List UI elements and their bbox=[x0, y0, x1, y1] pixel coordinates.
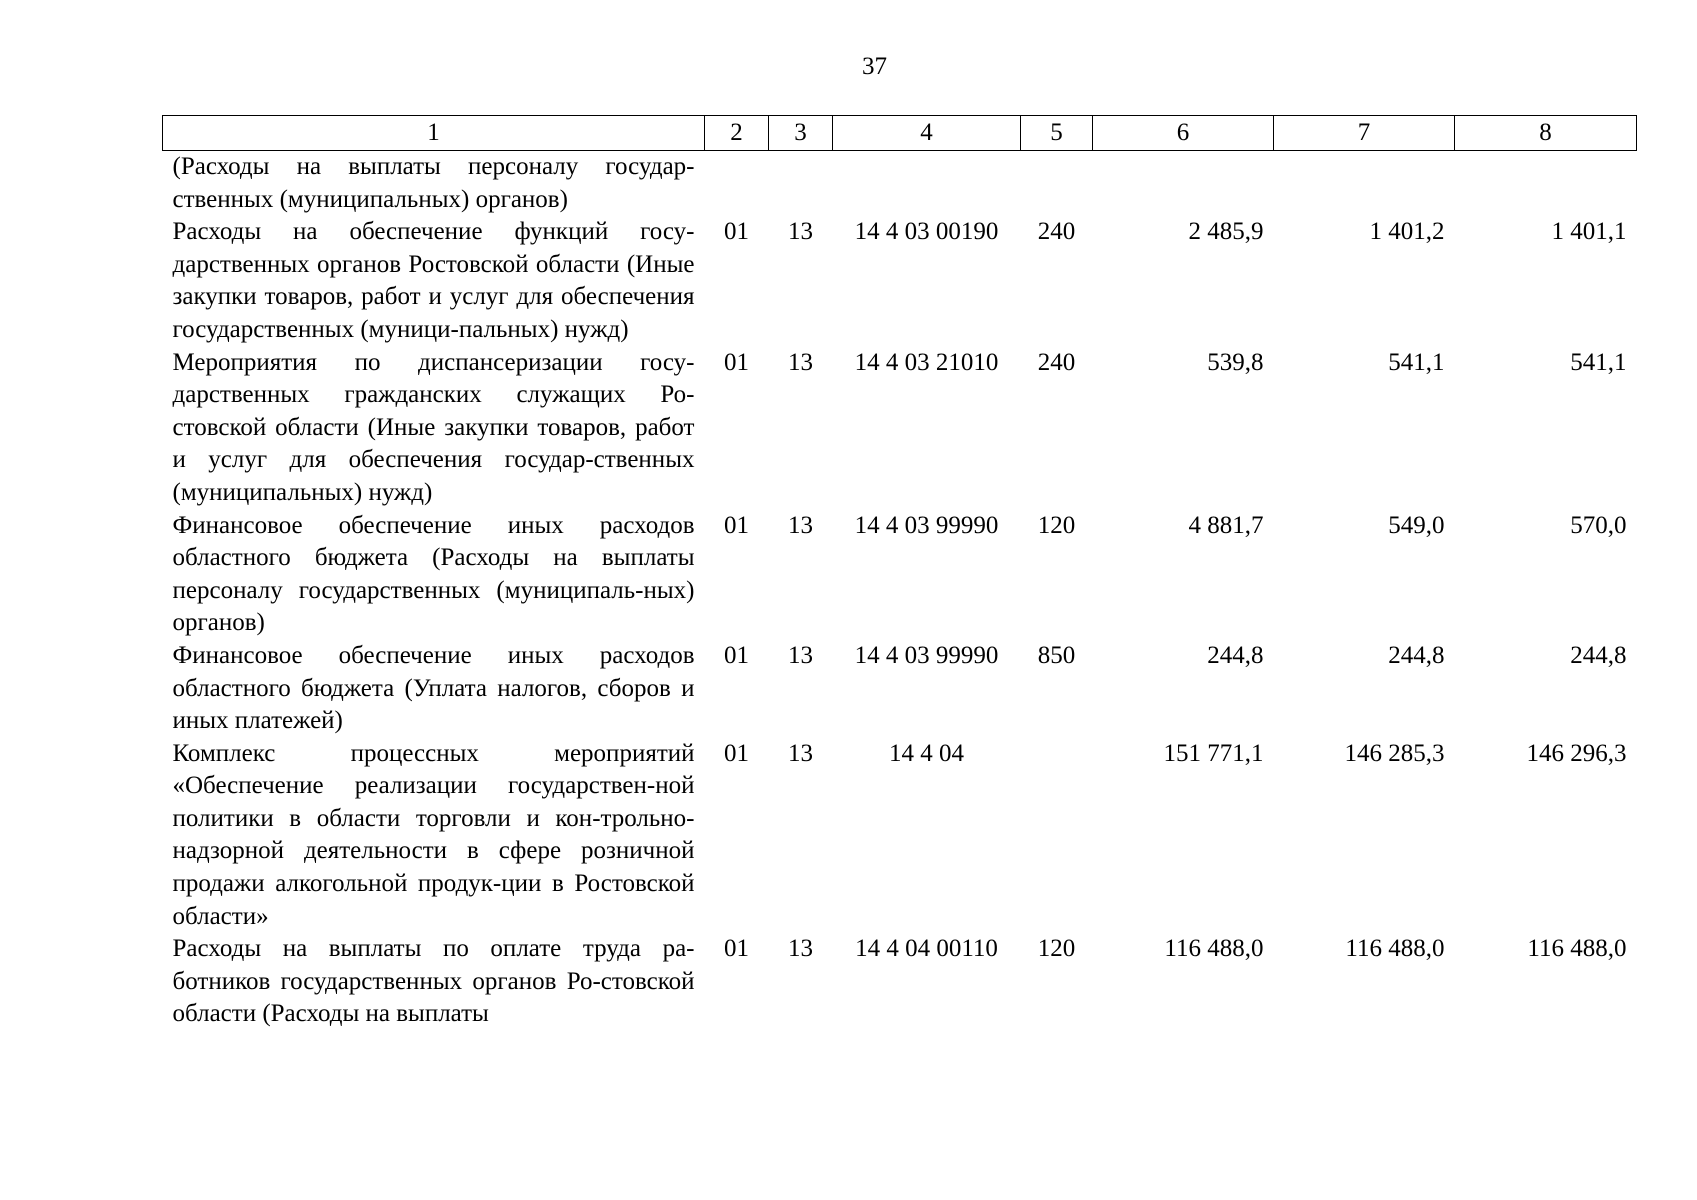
row-section: 01 bbox=[724, 739, 749, 767]
row-target-article: 14 4 03 99990 bbox=[854, 511, 999, 539]
row-expense-type bbox=[1021, 151, 1093, 217]
row-value-8 bbox=[1455, 151, 1637, 217]
row-subsection: 13 bbox=[788, 739, 813, 767]
row-value-8: 541,1 bbox=[1570, 348, 1627, 376]
row-value-7: 146 285,3 bbox=[1344, 739, 1445, 767]
row-value-8: 116 488,0 bbox=[1527, 935, 1627, 963]
row-value-8: 146 296,3 bbox=[1526, 739, 1627, 767]
row-name: (Расходы на выплаты персоналу государ-ственных (муниципальных) органов) bbox=[172, 153, 695, 213]
row-value-8: 570,0 bbox=[1570, 511, 1627, 539]
row-value-6: 539,8 bbox=[1207, 348, 1264, 376]
header-cell-7: 7 bbox=[1274, 116, 1455, 151]
row-value-6: 4 881,7 bbox=[1188, 511, 1264, 539]
row-subsection: 13 bbox=[788, 218, 813, 246]
row-section: 01 bbox=[724, 935, 749, 963]
row-name: Расходы на выплаты по оплате труда ра-ботников государственных органов Ро-стовской области (Расходы на выплаты bbox=[172, 935, 695, 1028]
row-name: Финансовое обеспечение иных расходов областного бюджета (Расходы на выплаты персоналу государственных (муниципаль-ных) органов) bbox=[172, 511, 695, 637]
row-expense-type bbox=[1021, 738, 1093, 934]
header-cell-5: 5 bbox=[1021, 116, 1093, 151]
row-target-article: 14 4 04 00110 bbox=[855, 935, 998, 963]
table-header bbox=[163, 116, 1637, 151]
table-row bbox=[163, 347, 1637, 510]
row-target-article: 14 4 04 bbox=[889, 739, 964, 767]
row-target-article: 14 4 03 00190 bbox=[854, 218, 999, 246]
row-value-7: 116 488,0 bbox=[1345, 935, 1445, 963]
table-row bbox=[163, 640, 1637, 738]
row-name: Мероприятия по диспансеризации госу-дарственных гражданских служащих Ро-стовской области (Иные закупки товаров, работ и услуг для обеспечения государ-ственных (муниципальных) нужд) bbox=[172, 348, 695, 506]
row-subsection: 13 bbox=[788, 511, 813, 539]
header-cell-3: 3 bbox=[769, 116, 833, 151]
row-value-8: 1 401,1 bbox=[1551, 218, 1627, 246]
row-section bbox=[705, 151, 769, 217]
row-section: 01 bbox=[724, 218, 749, 246]
row-target-article: 14 4 03 99990 bbox=[854, 641, 999, 669]
row-subsection: 13 bbox=[788, 641, 813, 669]
header-cell-2: 2 bbox=[705, 116, 769, 151]
row-section: 01 bbox=[724, 511, 749, 539]
budget-table bbox=[162, 115, 1637, 1031]
row-subsection: 13 bbox=[788, 348, 813, 376]
row-value-7: 244,8 bbox=[1388, 641, 1445, 669]
row-subsection bbox=[769, 151, 833, 217]
row-section: 01 bbox=[724, 641, 749, 669]
row-name: Расходы на обеспечение функций госу-дарственных органов Ростовской области (Иные закупки товаров, работ и услуг для обеспечения государственных (муници-пальных) нужд) bbox=[172, 218, 695, 343]
row-value-6: 151 771,1 bbox=[1163, 739, 1264, 767]
table-row bbox=[163, 151, 1637, 217]
row-value-8: 244,8 bbox=[1570, 641, 1627, 669]
page-number: 37 bbox=[862, 53, 887, 80]
row-subsection: 13 bbox=[788, 935, 813, 963]
table-row bbox=[163, 738, 1637, 934]
row-expense-type: 240 bbox=[1037, 218, 1076, 246]
table-row bbox=[163, 933, 1637, 1031]
row-section: 01 bbox=[724, 348, 749, 376]
row-name: Комплекс процессных мероприятий «Обеспечение реализации государствен-ной политики в области торговли и кон-трольно-надзорной деятельности в сфере розничной продажи алкогольной продук-ции в Ростовской области» bbox=[172, 739, 695, 930]
row-value-7: 549,0 bbox=[1388, 511, 1445, 539]
row-name: Финансовое обеспечение иных расходов областного бюджета (Уплата налогов, сборов и иных платежей) bbox=[172, 641, 695, 735]
header-row bbox=[163, 116, 1637, 151]
row-value-7: 1 401,2 bbox=[1369, 218, 1445, 246]
table-row bbox=[163, 216, 1637, 346]
row-value-7 bbox=[1274, 151, 1455, 217]
table-row bbox=[163, 510, 1637, 640]
header-cell-1: 1 bbox=[163, 116, 705, 151]
row-value-6: 2 485,9 bbox=[1188, 218, 1264, 246]
row-expense-type: 850 bbox=[1037, 641, 1076, 669]
header-cell-4: 4 bbox=[833, 116, 1021, 151]
row-target-article bbox=[833, 151, 1021, 217]
row-expense-type: 120 bbox=[1037, 935, 1076, 963]
header-cell-8: 8 bbox=[1455, 116, 1637, 151]
header-cell-6: 6 bbox=[1093, 116, 1274, 151]
row-value-7: 541,1 bbox=[1388, 348, 1445, 376]
row-value-6: 244,8 bbox=[1207, 641, 1264, 669]
row-expense-type: 240 bbox=[1037, 348, 1076, 376]
table-body bbox=[163, 151, 1637, 1032]
row-value-6 bbox=[1093, 151, 1274, 217]
row-expense-type: 120 bbox=[1037, 511, 1076, 539]
row-target-article: 14 4 03 21010 bbox=[854, 348, 999, 376]
row-value-6: 116 488,0 bbox=[1164, 935, 1264, 963]
